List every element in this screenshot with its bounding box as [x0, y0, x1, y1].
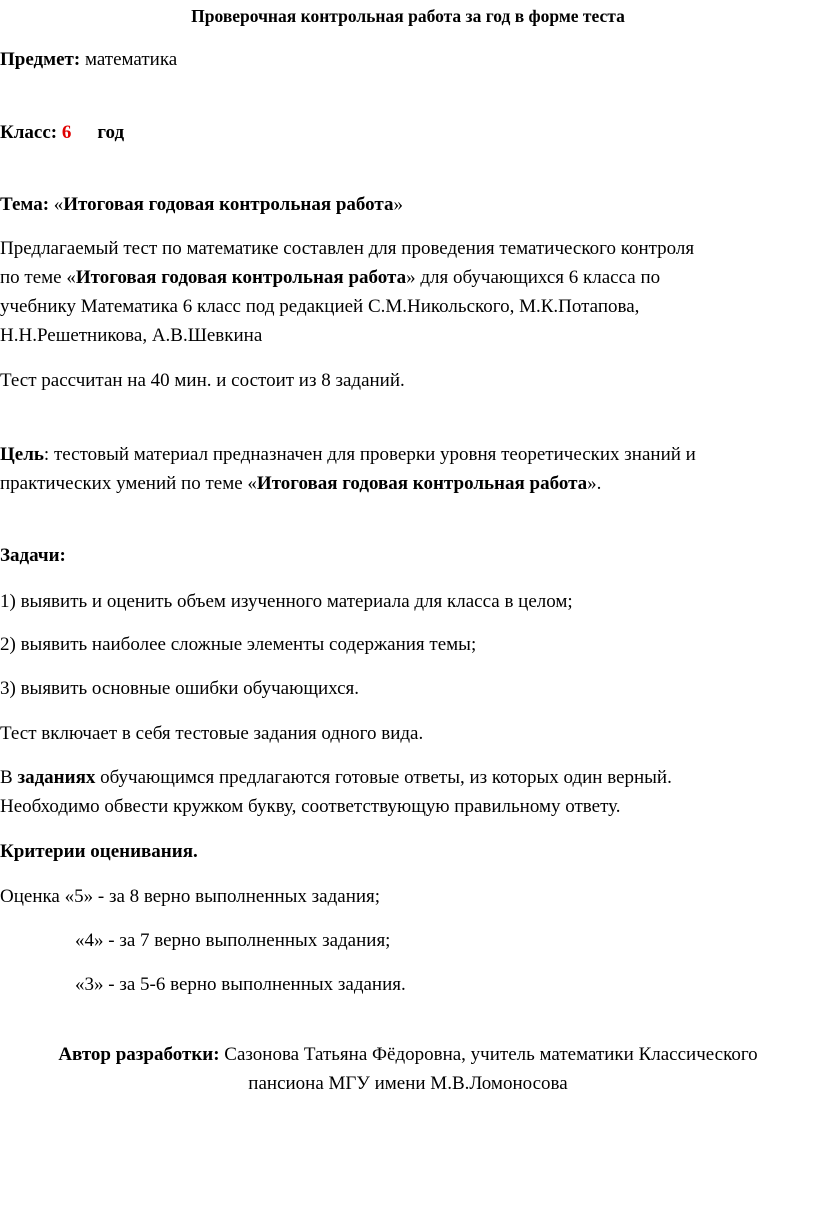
- author-line-2: пансиона МГУ имени М.В.Ломоносова: [248, 1073, 568, 1094]
- instructions-bold: заданиях: [17, 767, 96, 788]
- instructions-line-1: [0, 763, 814, 792]
- author-label: Автор разработки:: [58, 1044, 220, 1065]
- intro-line-2-post: » для обучающихся 6 класса по: [406, 267, 661, 288]
- topic-label: Тема:: [0, 194, 50, 215]
- author-line-1: [0, 1040, 816, 1069]
- intro-line-2: [0, 263, 660, 292]
- document-title: Проверочная контрольная работа за год в форме теста: [191, 6, 625, 26]
- criteria-item: «3» - за 5-6 верно выполненных задания.: [75, 974, 406, 995]
- goal-line-2-post: ».: [587, 473, 602, 494]
- subject-line: [0, 45, 177, 74]
- goal-line-2: [0, 469, 601, 498]
- goal-line-2-bold: Итоговая годовая контрольная работа: [256, 473, 588, 494]
- intro-line-2-bold: Итоговая годовая контрольная работа: [75, 267, 407, 288]
- topic-open-quote: «: [53, 194, 64, 215]
- subject-value: математика: [84, 49, 178, 70]
- grade-unit: год: [97, 122, 125, 143]
- intro-line-3: учебнику Математика 6 класс под редакцией С.М.Никольского, М.К.Потапова,: [0, 296, 640, 317]
- tasks-heading: [0, 541, 66, 570]
- intro-line-2-pre: по теме «: [0, 267, 76, 288]
- topic-value: Итоговая годовая контрольная работа: [63, 194, 394, 215]
- duration-text: Тест рассчитан на 40 мин. и состоит из 8 заданий.: [0, 370, 405, 391]
- criteria-item: «4» - за 7 верно выполненных задания;: [75, 930, 391, 951]
- instructions-post: обучающимся предлагаются готовые ответы, из которых один верный.: [95, 767, 672, 788]
- grade-number: 6: [61, 122, 72, 143]
- criteria-label: Критерии оценивания.: [0, 841, 198, 862]
- intro-line-4: Н.Н.Решетникова, А.В.Шевкина: [0, 325, 263, 346]
- grade-label: Класс:: [0, 122, 58, 143]
- tasks-label: Задачи:: [0, 545, 66, 566]
- test-includes-text: Тест включает в себя тестовые задания одного вида.: [0, 723, 424, 744]
- grade-line: [0, 118, 124, 147]
- criteria-heading: [0, 837, 198, 866]
- goal-label: Цель: [0, 444, 44, 465]
- goal-line-2-pre: практических умений по теме «: [0, 473, 257, 494]
- goal-line-1: [0, 440, 814, 469]
- task-item: 3) выявить основные ошибки обучающихся.: [0, 678, 359, 699]
- criteria-item: Оценка «5» - за 8 верно выполненных задания;: [0, 886, 381, 907]
- author-name: Сазонова Татьяна Фёдоровна, учитель математики Классического: [219, 1044, 758, 1065]
- topic-close-quote: »: [393, 194, 403, 215]
- goal-text: : тестовый материал предназначен для проверки уровня теоретических знаний и: [43, 444, 696, 465]
- subject-label: Предмет:: [0, 49, 81, 70]
- task-item: 2) выявить наиболее сложные элементы содержания темы;: [0, 634, 477, 655]
- task-item: 1) выявить и оценить объем изученного материала для класса в целом;: [0, 591, 573, 612]
- instructions-pre: В: [0, 767, 18, 788]
- intro-line-1: Предлагаемый тест по математике составлен для проведения тематического контроля: [0, 238, 695, 259]
- topic-line: [0, 190, 403, 219]
- instructions-line-2: Необходимо обвести кружком букву, соответствующую правильному ответу.: [0, 796, 621, 817]
